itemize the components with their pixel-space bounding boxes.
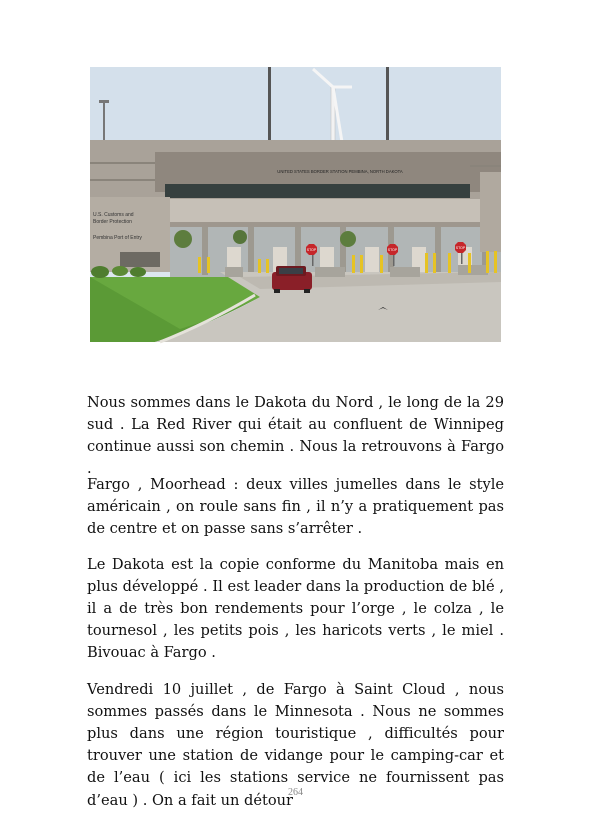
paragraph-vendredi: Vendredi 10 juillet , de Fargo à Saint Cloud , nous sommes passés dans le Minnesota . Nous ne sommes plus dans une région touristique , difficultés pour trouver une station de vidange pour le camping-car et de l’eau ( ici les stations service ne fournissent pas d’eau ) . On a fait un détour (87, 680, 504, 809)
side-sign-line-3: Pembina Port of Entry (93, 235, 142, 241)
paragraph-dakota-manitoba: Le Dakota est la copie conforme du Manitoba mais en plus développé . Il est leader dans la production de blé , il a de très bon rendements pour l’orge , le colza , le tournesol , les petits pois , les haricots verts , le miel . Bivouac à Fargo . (87, 555, 504, 662)
side-sign-line-2: Border Protection (93, 219, 132, 225)
paragraph-dakota-nord: Nous sommes dans le Dakota du Nord , le long de la 29 sud . La Red River qui était au confluent de Winnipeg continue aussi son chemin . Nous la retrouvons à Fargo . (87, 393, 504, 478)
page-number: 264 (288, 787, 303, 798)
red-car (272, 266, 312, 293)
stop-sign-text-3: STOP (455, 246, 466, 250)
building-sign: UNITED STATES BORDER STATION PEMBINA, NORTH DAKOTA (277, 169, 403, 174)
stop-sign-text-1: STOP (306, 248, 317, 252)
border-station-photo (90, 67, 501, 342)
paragraph-fargo-moorhead: Fargo , Moorhead : deux villes jumelles dans le style américain , on roule sans fin , il n’y a pratiquement pas de centre et on passe sans s’arrêter . (87, 475, 504, 537)
side-sign-line-1: U.S. Customs and (93, 212, 134, 218)
border-station-illustration (90, 67, 501, 342)
stop-sign-text-2: STOP (387, 248, 398, 252)
